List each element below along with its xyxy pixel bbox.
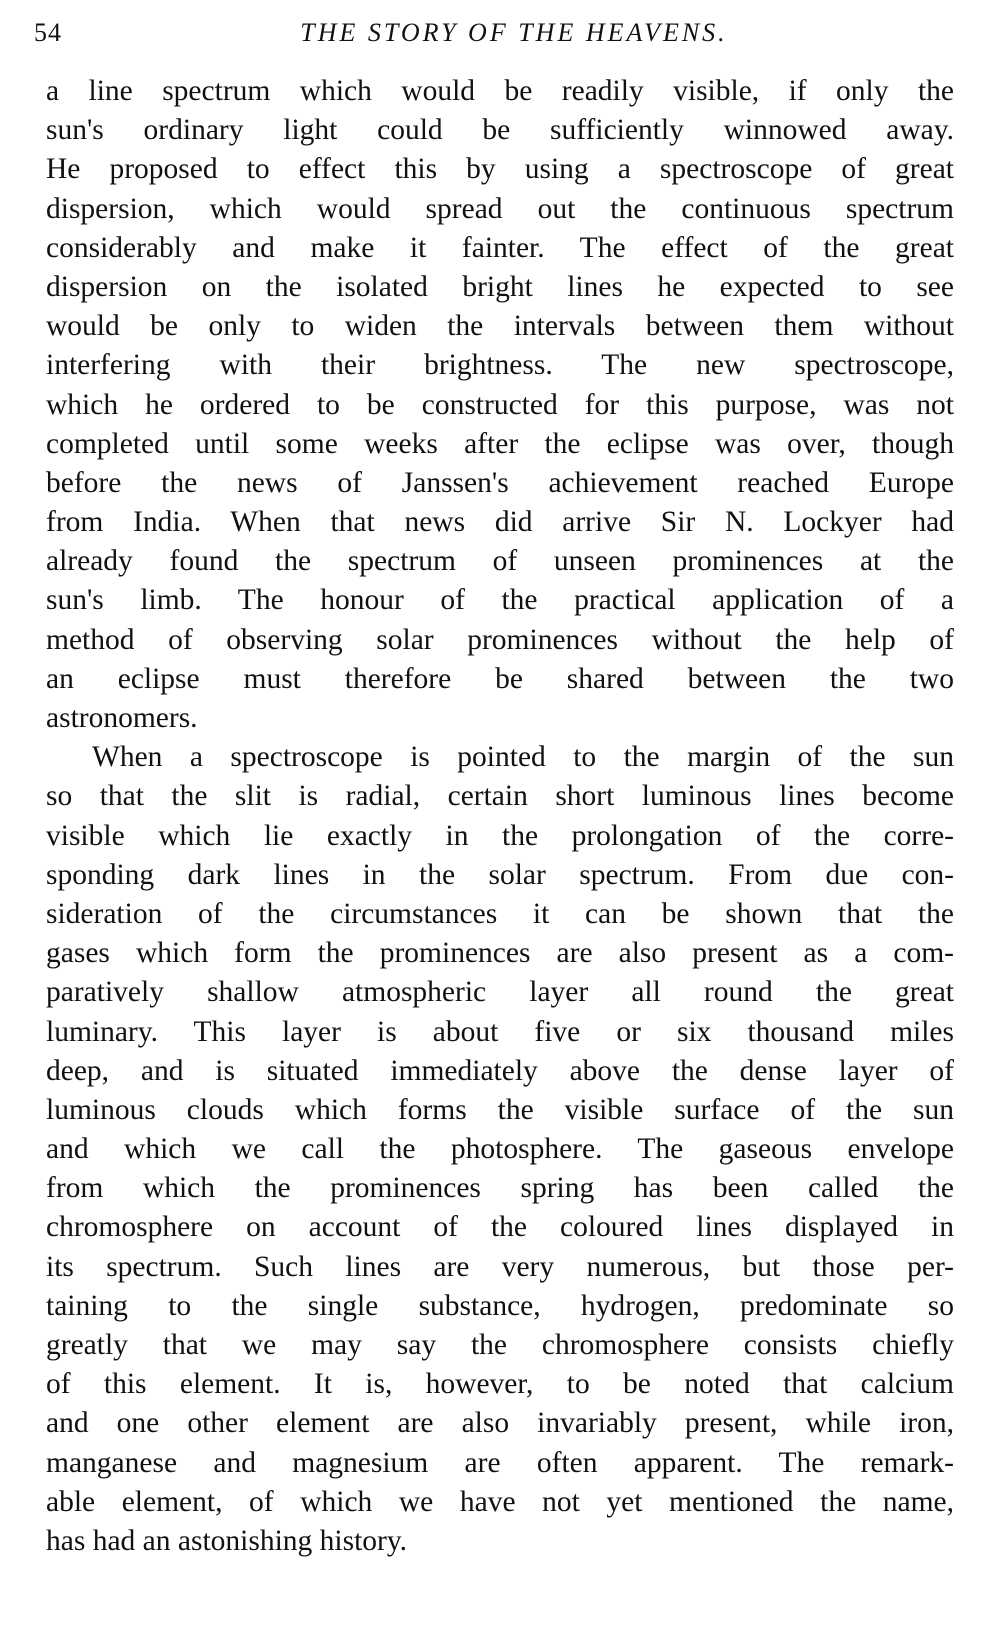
text-line: luminous clouds which forms the visible surface of the sun [46, 1093, 954, 1126]
text-line: able element, of which we have not yet mentioned the name, [46, 1485, 954, 1518]
text-line: dispersion, which would spread out the continuous spectrum [46, 192, 954, 225]
text-line: already found the spectrum of unseen prominences at the [46, 545, 954, 578]
text-line: considerably and make it fainter. The effect of the great [46, 231, 954, 264]
paragraph [46, 738, 954, 1561]
text-line: before the news of Janssen's achievement reached Europe [46, 466, 954, 499]
text-line: sideration of the circumstances it can be shown that the [46, 897, 954, 930]
text-line: so that the slit is radial, certain short luminous lines become [46, 780, 954, 813]
text-line: gases which form the prominences are also present as a com- [46, 937, 954, 970]
text-line: manganese and magnesium are often apparent. The remark- [46, 1446, 954, 1479]
page-number: 54 [34, 18, 62, 47]
text-line: which he ordered to be constructed for this purpose, was not [46, 388, 954, 421]
text-line: paratively shallow atmospheric layer all round the great [46, 976, 954, 1009]
text-line: luminary. This layer is about five or six thousand miles [46, 1015, 954, 1048]
text-line: sponding dark lines in the solar spectrum. From due con- [46, 858, 954, 891]
text-line: dispersion on the isolated bright lines he expected to see [46, 270, 954, 303]
text-line: completed until some weeks after the eclipse was over, though [46, 427, 954, 460]
text-line: visible which lie exactly in the prolongation of the corre- [46, 819, 954, 852]
text-line: He proposed to effect this by using a spectroscope of great [46, 153, 954, 186]
running-head: THE STORY OF THE HEAVENS. [300, 18, 728, 47]
body-text [46, 72, 954, 1561]
text-line: and one other element are also invariably present, while iron, [46, 1407, 954, 1440]
text-line: its spectrum. Such lines are very numerous, but those per- [46, 1250, 954, 1283]
text-line: an eclipse must therefore be shared between the two [46, 662, 954, 695]
text-line: astronomers. [46, 702, 198, 734]
text-line: a line spectrum which would be readily visible, if only the [46, 75, 954, 107]
text-line: of this element. It is, however, to be noted that calcium [46, 1368, 954, 1401]
text-line: interfering with their brightness. The new spectroscope, [46, 349, 954, 382]
paragraph [46, 72, 954, 738]
text-line: When a spectroscope is pointed to the margin of the sun [92, 741, 954, 774]
text-line: would be only to widen the intervals between them without [46, 310, 954, 343]
text-line: sun's limb. The honour of the practical application of a [46, 584, 954, 617]
text-line: deep, and is situated immediately above the dense layer of [46, 1054, 954, 1087]
text-line: from which the prominences spring has been called the [46, 1172, 954, 1205]
text-line: greatly that we may say the chromosphere consists chiefly [46, 1329, 954, 1361]
page-header [34, 14, 954, 54]
text-line: and which we call the photosphere. The gaseous envelope [46, 1133, 954, 1166]
text-line: chromosphere on account of the coloured lines displayed in [46, 1211, 954, 1244]
text-line: has had an astonishing history. [46, 1524, 408, 1557]
text-line: method of observing solar prominences without the help of [46, 623, 954, 656]
text-line: from India. When that news did arrive Sir N. Lockyer had [46, 506, 954, 539]
text-line: taining to the single substance, hydrogen, predominate so [46, 1289, 954, 1322]
text-line: sun's ordinary light could be sufficiently winnowed away. [46, 114, 954, 147]
